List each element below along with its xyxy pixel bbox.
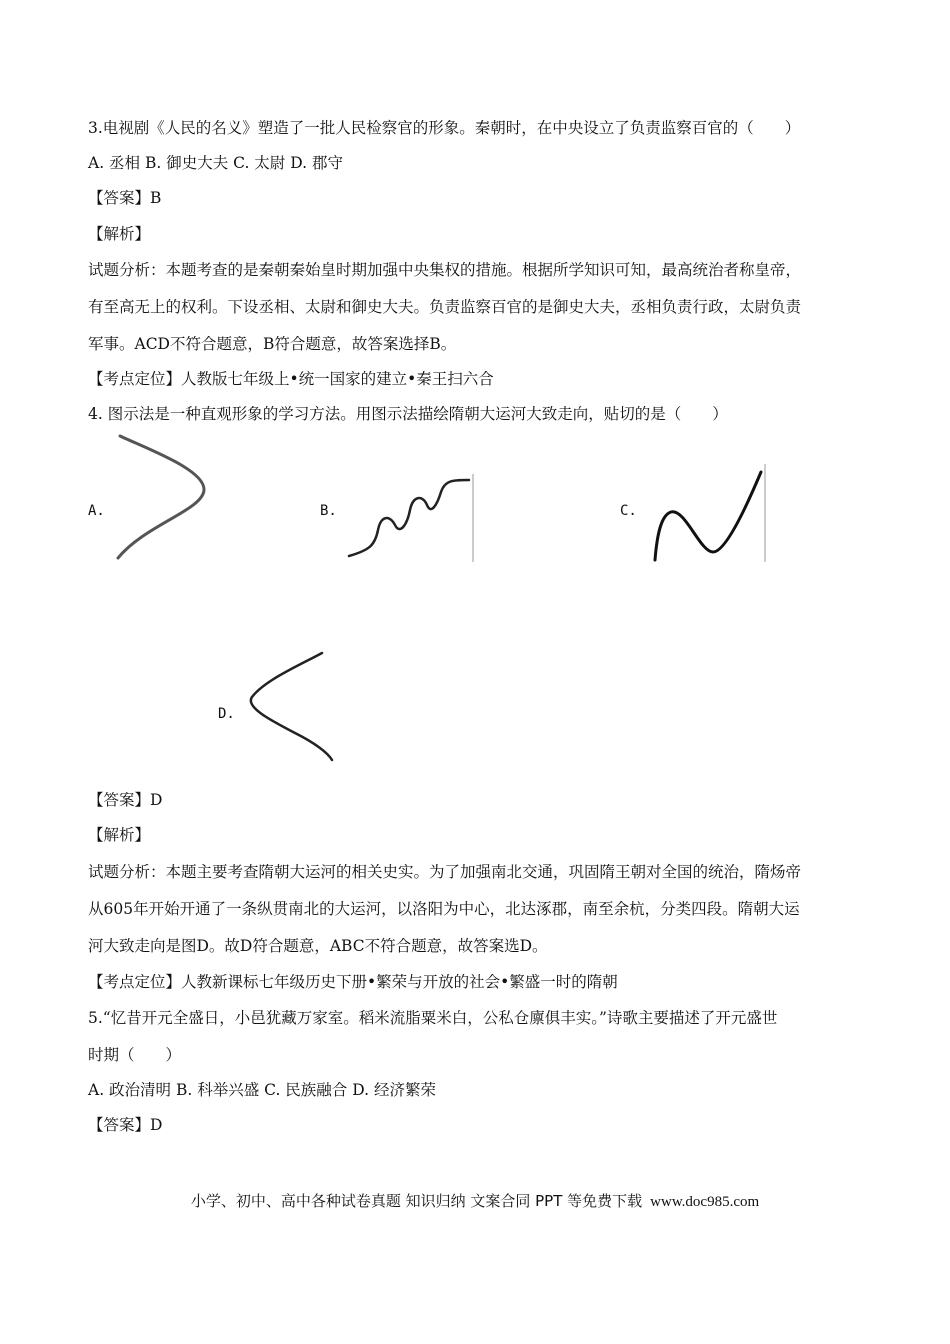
- q3-answer: 【答案】B: [88, 189, 162, 207]
- q3-options: A. 丞相 B. 御史大夫 C. 太尉 D. 郡守: [88, 154, 343, 172]
- page-footer: [0, 1190, 950, 1211]
- q4-option-b-label: B.: [320, 503, 337, 519]
- q5-answer: 【答案】D: [88, 1116, 163, 1134]
- q5-options: A. 政治清明 B. 科举兴盛 C. 民族融合 D. 经济繁荣: [88, 1081, 436, 1099]
- q4-option-c-curve: [645, 460, 775, 565]
- q4-analysis-line: 试题分析：本题主要考查隋朝大运河的相关史实。为了加强南北交通，巩固隋王朝对全国的统治，隋炀帝: [88, 863, 802, 881]
- q4-option-c-label: C.: [620, 503, 637, 519]
- q4-answer: 【答案】D: [88, 791, 163, 809]
- q4-analysis-line: 从605年开始开通了一条纵贯南北的大运河，以洛阳为中心，北达涿郡，南至余杭，分类四段。隋朝大运: [88, 900, 800, 918]
- q4-point: 【考点定位】人教新课标七年级历史下册•繁荣与开放的社会•繁盛一时的隋朝: [88, 973, 618, 991]
- footer-text: 小学、初中、高中各种试卷真题 知识归纳 文案合同 PPT 等免费下载: [190, 1192, 643, 1210]
- q4-option-d-curve: [240, 645, 340, 765]
- q3-point: 【考点定位】人教版七年级上•统一国家的建立•秦王扫六合: [88, 370, 494, 388]
- q3-analysis-heading: 【解析】: [88, 225, 151, 243]
- q4-analysis-heading: 【解析】: [88, 826, 151, 844]
- q3-analysis-line: 试题分析：本题考查的是秦朝秦始皇时期加强中央集权的措施。根据所学知识可知，最高统治者称皇帝，: [88, 261, 802, 279]
- q4-stem: 4. 图示法是一种直观形象的学习方法。用图示法描绘隋朝大运河大致走向，贴切的是（ ）: [88, 405, 728, 423]
- q4-analysis-line: 河大致走向是图D。故D符合题意，ABC不符合题意，故答案选D。: [88, 937, 548, 955]
- q5-stem-line: 时期（ ）: [88, 1046, 182, 1064]
- q4-option-b-curve: [345, 470, 480, 565]
- footer-url[interactable]: www.doc985.com: [650, 1194, 760, 1210]
- q4-option-d-label: D.: [218, 706, 235, 722]
- q3-stem: 3.电视剧《人民的名义》塑造了一批人民检察官的形象。秦朝时，在中央设立了负责监察百官的（ ）: [88, 119, 801, 137]
- q4-option-a-label: A.: [88, 503, 105, 519]
- q4-option-a-curve: [110, 430, 220, 565]
- q3-analysis-line: 有至高无上的权利。下设丞相、太尉和御史大夫。负责监察百官的是御史大夫，丞相负责行政，太尉负责: [88, 298, 802, 316]
- q5-stem-line: 5.“忆昔开元全盛日，小邑犹藏万家室。稻米流脂粟米白，公私仓廪俱丰实。”诗歌主要描述了开元盛世: [88, 1009, 778, 1027]
- q3-analysis-line: 军事。ACD不符合题意，B符合题意，故答案选择B。: [88, 335, 457, 353]
